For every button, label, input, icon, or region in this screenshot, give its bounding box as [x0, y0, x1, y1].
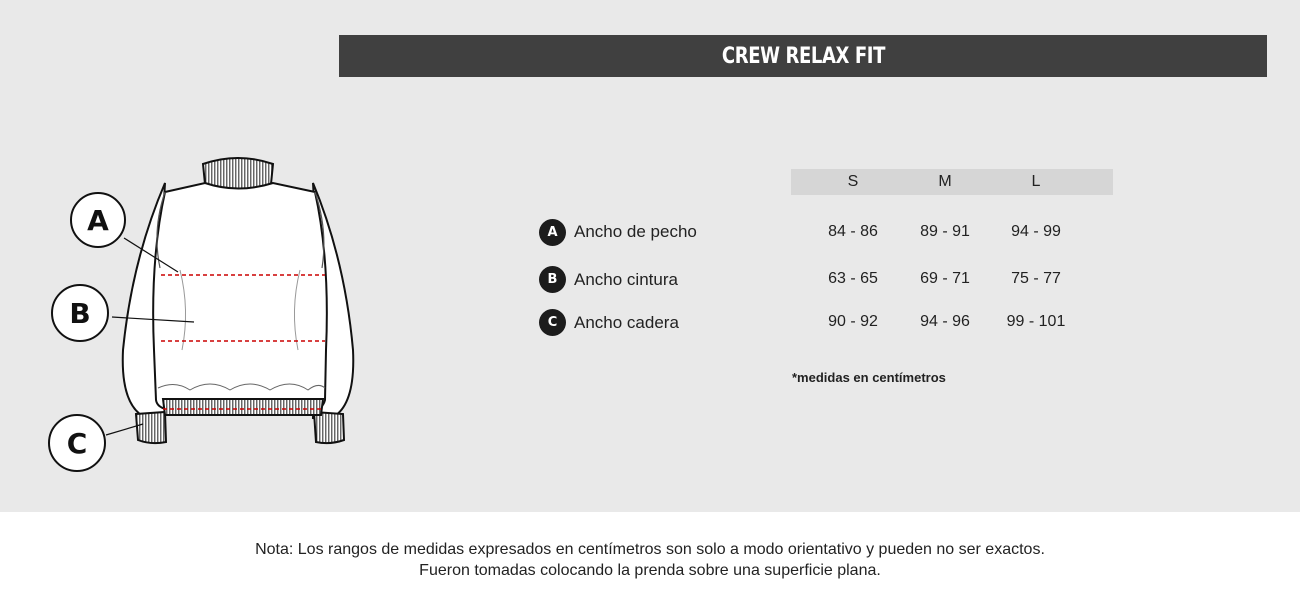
row-label: Ancho de pecho	[574, 222, 697, 241]
cell-s: 63 - 65	[828, 270, 878, 287]
cell-m: 69 - 71	[920, 270, 970, 287]
marker-c	[49, 415, 105, 471]
cell-l: 99 - 101	[1006, 313, 1066, 330]
svg-text:C: C	[66, 427, 88, 460]
row-label: Ancho cintura	[574, 270, 678, 289]
svg-text:B: B	[69, 297, 91, 330]
units-footnote: *medidas en centímetros	[792, 370, 946, 385]
cell-s: 84 - 86	[828, 223, 878, 240]
measurement-row-hip	[0, 309, 1300, 339]
disclaimer-line-2: Fueron tomadas colocando la prenda sobre una superficie plana.	[419, 562, 881, 579]
cell-l: 94 - 99	[1011, 223, 1061, 240]
disclaimer-line-1: Nota: Los rangos de medidas expresados en centímetros son solo a modo orientativo y pueden no ser exactos.	[255, 541, 1045, 558]
cell-l: 75 - 77	[1011, 270, 1061, 287]
size-header-s: S	[847, 173, 859, 190]
size-header-l: L	[1031, 173, 1041, 190]
svg-text:A: A	[87, 204, 109, 237]
badge-a-icon: A	[539, 219, 566, 246]
cell-m: 94 - 96	[920, 313, 970, 330]
badge-b-icon: B	[539, 266, 566, 293]
measurement-row-chest	[0, 219, 1300, 249]
cell-s: 90 - 92	[828, 313, 878, 330]
size-header-m: M	[938, 173, 952, 190]
badge-c-icon: C	[539, 309, 566, 336]
size-header-row	[791, 169, 1113, 195]
cell-m: 89 - 91	[920, 223, 970, 240]
page-title: CREW RELAX FIT	[721, 43, 885, 69]
measurement-row-waist	[0, 266, 1300, 296]
row-label: Ancho cadera	[574, 313, 679, 332]
title-bar	[339, 35, 1267, 77]
